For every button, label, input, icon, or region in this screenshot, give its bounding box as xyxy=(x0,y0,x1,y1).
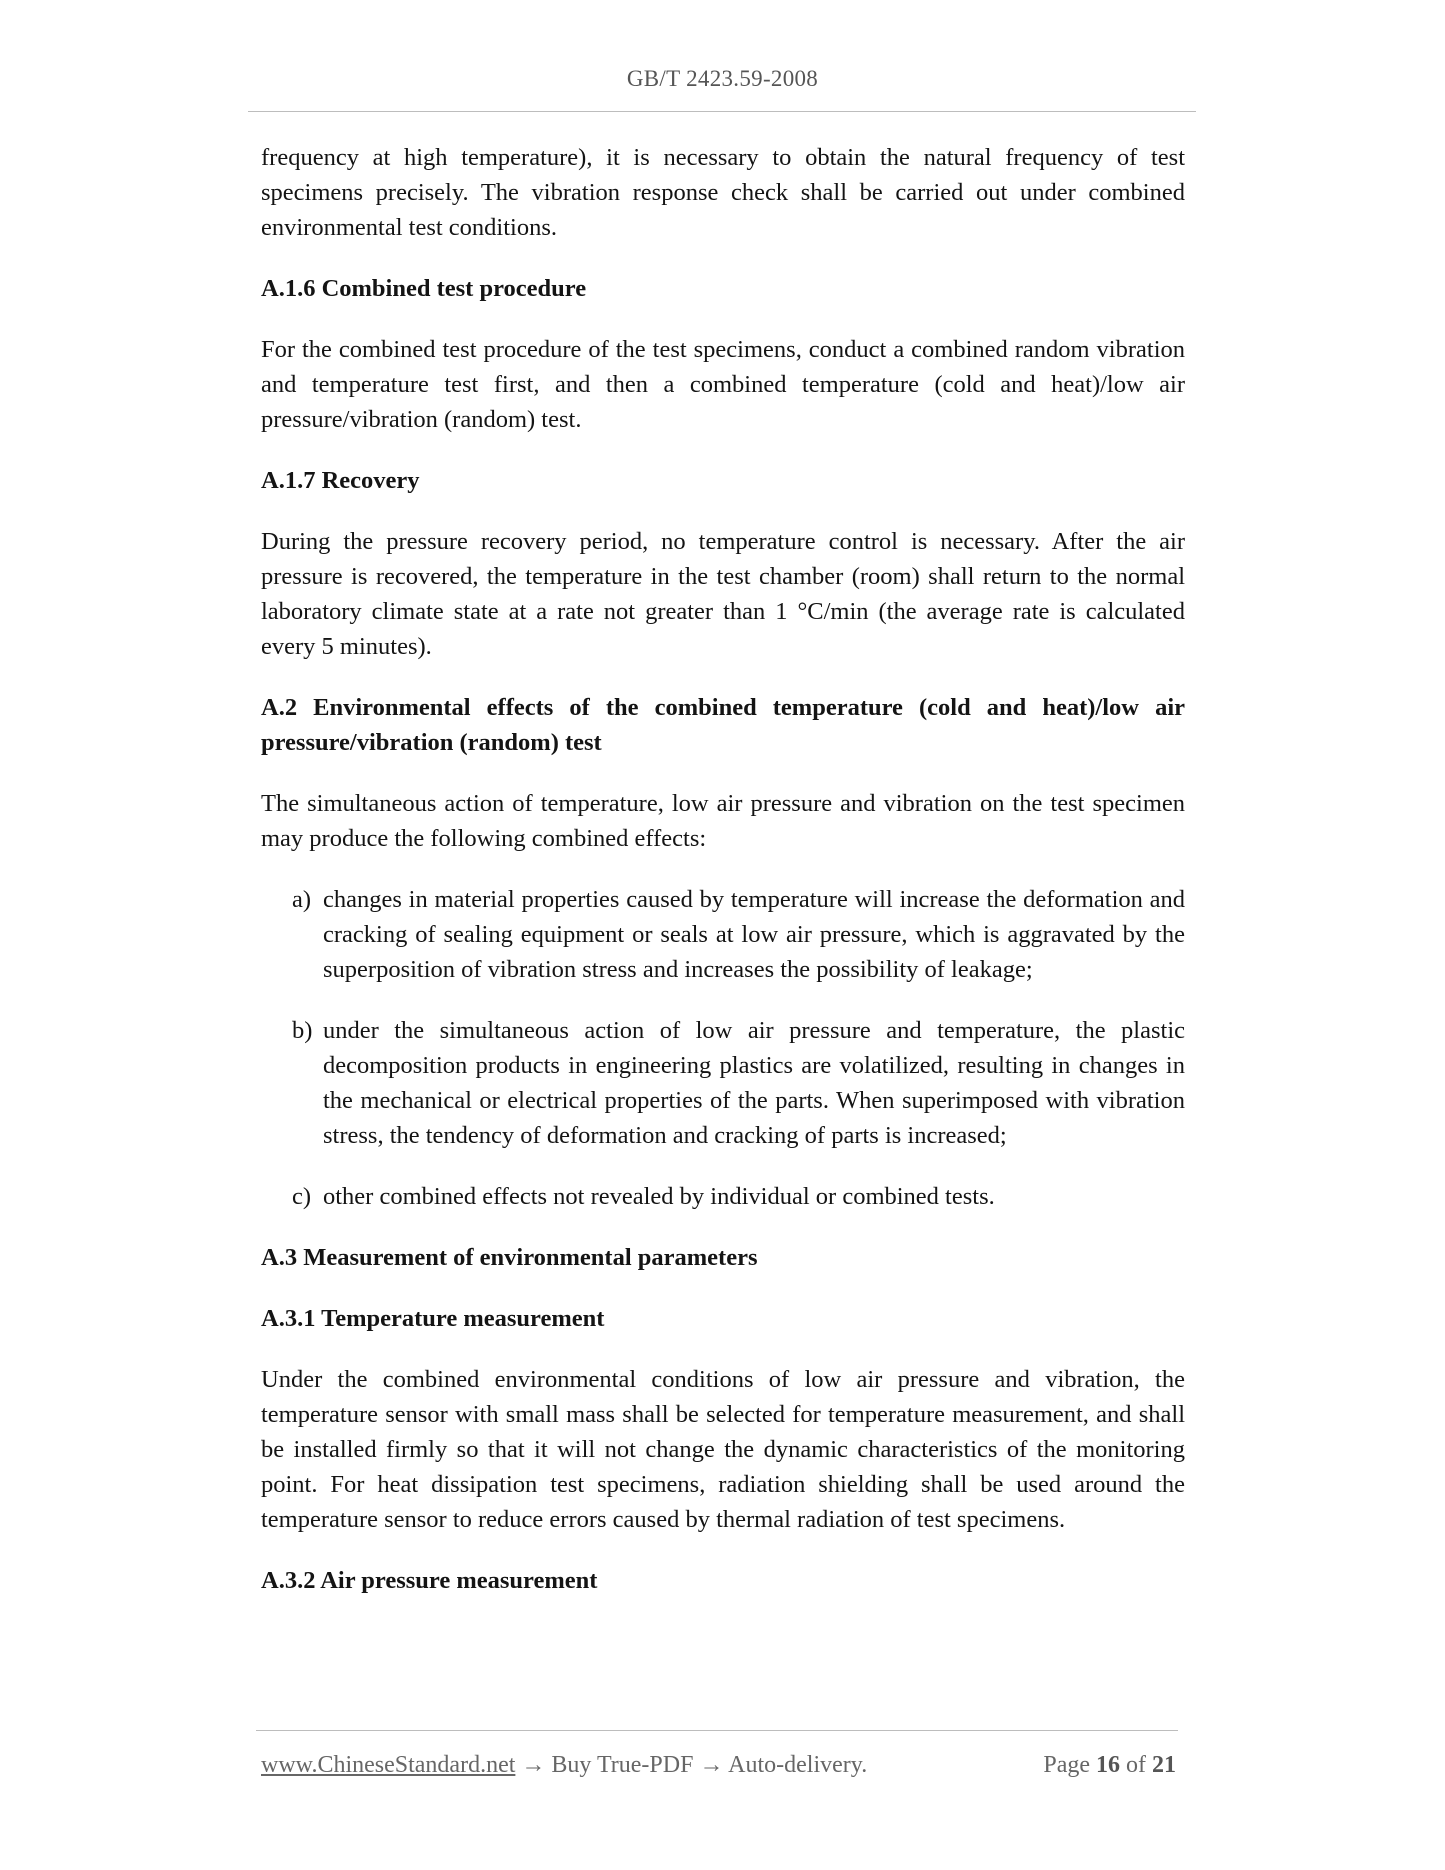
list-item-text: under the simultaneous action of low air pressure and temperature, the plastic decomposition products in engineering plastics are volatilized, resulting in changes in the mechanical or electrical properties of the parts. When superimposed with vibration stress, the tendency of deformation and cracking of parts is increased; xyxy=(323,1017,1185,1149)
section-heading-a-3: A.3 Measurement of environmental parameters xyxy=(261,1244,758,1271)
section-heading-a-1-6: A.1.6 Combined test procedure xyxy=(261,275,587,302)
section-heading-a-3-1: A.3.1 Temperature measurement xyxy=(261,1305,605,1332)
arrow-right-icon: → xyxy=(521,1752,546,1778)
list-item xyxy=(292,882,1185,987)
list-item-text: changes in material properties caused by temperature will increase the deformation and cracking of sealing equipment or seals at low air pressure, which is aggravated by the superposition of vibration stress and increases the possibility of leakage; xyxy=(323,886,1185,983)
page-header-title: GB/T 2423.59-2008 xyxy=(626,66,819,91)
total-pages: 21 xyxy=(1152,1752,1176,1778)
of-label: of xyxy=(1126,1752,1146,1778)
auto-delivery-text: Auto-delivery. xyxy=(728,1752,868,1778)
list-marker: b) xyxy=(292,1017,313,1044)
section-heading-a-2: A.2 Environmental effects of the combined temperature (cold and heat)/low air pressure/vibration (random) test xyxy=(261,694,1185,756)
header-divider xyxy=(248,111,1196,112)
section-heading-a-1-7: A.1.7 Recovery xyxy=(261,467,420,494)
current-page: 16 xyxy=(1096,1752,1120,1778)
section-heading-a-3-2: A.3.2 Air pressure measurement xyxy=(261,1567,598,1594)
document-body xyxy=(261,140,1185,1624)
buy-true-pdf-text: Buy True-PDF xyxy=(551,1752,694,1778)
page-number xyxy=(1043,1752,1176,1779)
footer-promo xyxy=(261,1752,867,1779)
site-link[interactable]: www.ChineseStandard.net xyxy=(261,1752,516,1778)
arrow-right-icon: → xyxy=(699,1752,724,1778)
list-marker: c) xyxy=(292,1183,312,1210)
list-item xyxy=(292,1179,1185,1214)
list-marker: a) xyxy=(292,886,312,913)
list-item-text: other combined effects not revealed by individual or combined tests. xyxy=(323,1183,995,1210)
paragraph: For the combined test procedure of the test specimens, conduct a combined random vibration and temperature test first, and then a combined temperature (cold and heat)/low air pressure/vibration (random) test. xyxy=(261,336,1185,433)
paragraph: Under the combined environmental conditions of low air pressure and vibration, the temperature sensor with small mass shall be selected for temperature measurement, and shall be installed firmly so that it will not change the dynamic characteristics of the monitoring point. For heat dissipation test specimens, radiation shielding shall be used around the temperature sensor to reduce errors caused by thermal radiation of test specimens. xyxy=(261,1366,1185,1533)
paragraph: During the pressure recovery period, no temperature control is necessary. After the air pressure is recovered, the temperature in the test chamber (room) shall return to the normal laboratory climate state at a rate not greater than 1 °C/min (the average rate is calculated every 5 minutes). xyxy=(261,528,1185,660)
paragraph: frequency at high temperature), it is necessary to obtain the natural frequency of test specimens precisely. The vibration response check shall be carried out under combined environmental test conditions. xyxy=(261,144,1185,241)
page-label: Page xyxy=(1043,1752,1090,1778)
paragraph: The simultaneous action of temperature, low air pressure and vibration on the test specimen may produce the following combined effects: xyxy=(261,790,1185,852)
list-item xyxy=(292,1013,1185,1153)
footer-divider xyxy=(256,1730,1178,1731)
